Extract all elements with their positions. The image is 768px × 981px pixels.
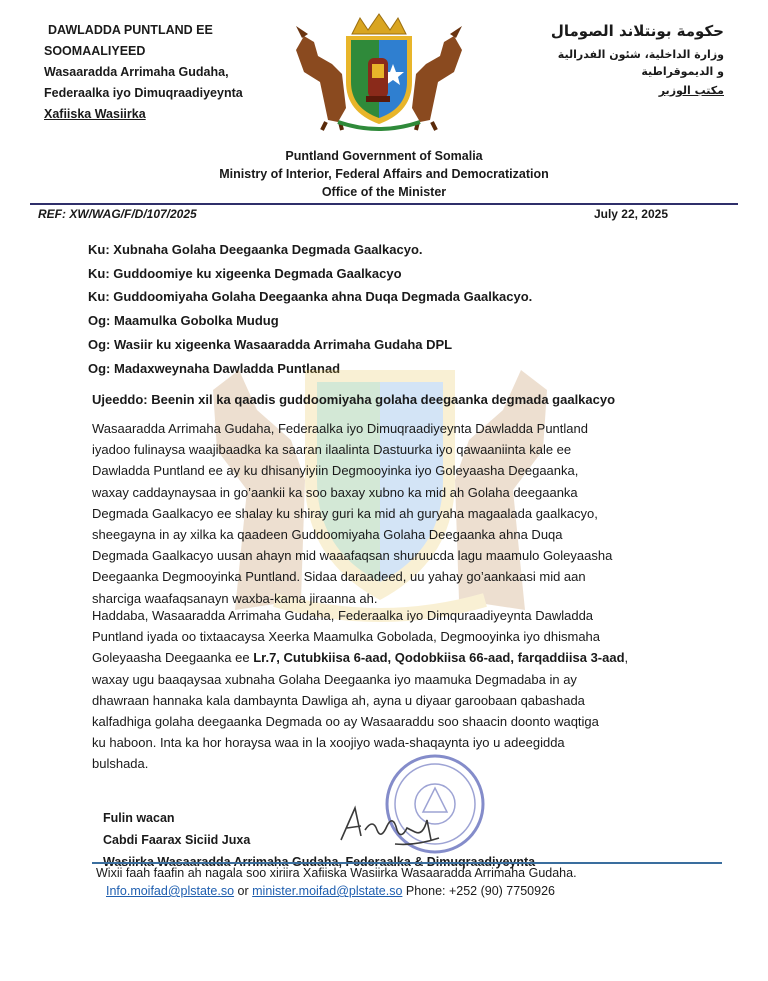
letterhead-line: SOOMAALIYEED bbox=[44, 44, 146, 58]
letterhead-arabic-office: مكتب الوزير bbox=[658, 84, 724, 97]
letterhead-arabic-line: و الديموقراطية bbox=[641, 65, 724, 78]
letterhead-english-ministry: Ministry of Interior, Federal Affairs and Democratization bbox=[219, 167, 549, 181]
signatory-title: Wasiirka Wasaaradda Arrimaha Gudaha, Federaalka & Dimuqraadiyeynta bbox=[103, 855, 536, 869]
addressee-item: Ku: Guddoomiyaha Golaha Deegaanka ahna Duqa Degmada Gaalkacyo. bbox=[88, 289, 533, 305]
addressee-item: Ku: Guddoomiye ku xigeenka Degmada Gaalkacyo bbox=[88, 265, 402, 281]
reference-number: REF: XW/WAG/F/D/107/2025 bbox=[38, 207, 197, 221]
signatory-name: Cabdi Faarax Siciid Juxa bbox=[103, 833, 251, 847]
letterhead-somali bbox=[44, 20, 243, 125]
letterhead-arabic-line: وزارة الداخلية، شئون الفدرالية bbox=[557, 48, 724, 61]
body-paragraph-1: Wasaaradda Arrimaha Gudaha, Federaalka iyo Dimuqraadiyeynta Dawladda Puntland iyadoo fulinaysa waajibaadka ka saaran ilaalinta Dastuurka iyo qawaaniinta kale ee Dawladda Puntland ee ay ku dhisanyiyiin Degmooyinka iyo Goleyaasha Deegaanka, waxay caddaynaysaa in go’aankii ka soo baxay xubno ka mid ah Golaha deegaanka Degmada Gaalkacyo ee shalay ku shiray guri ka mid ah guryaha magaalada gaalkacyo, sheegayna in ay xilka ka qaadeen Guddoomiyaha Golaha Deegaanka ahna Duqa Degmada Gaalkacyo uusan ahayn mid waaafaqsan shuruucda lagu maamulo Goleyaasha Deegaanka Degmooyinka Puntland. Sidaa daraadeed, uu yahay go’aankaasi mid aan sharciga waafaqsanayn waxba-kama jiraanna ah. bbox=[92, 421, 613, 606]
letterhead-arabic-title: حكومة بونتلاند الصومال bbox=[550, 22, 724, 40]
footer-contacts bbox=[106, 884, 555, 898]
letterhead-arabic bbox=[551, 22, 724, 99]
footer-contact-note: Wixii faah faafin ah nagala soo xiriira Xafiiska Wasiirka Wasaaradda Arrimaha Gudaha. bbox=[96, 866, 577, 880]
letterhead-office: Xafiiska Wasiirka bbox=[44, 107, 146, 121]
footer-phone: Phone: +252 (90) 7750926 bbox=[405, 884, 555, 898]
legal-citation: Lr.7, Cutubkiisa 6-aad, Qodobkiisa 66-aad, farqaddiisa 3-aad bbox=[253, 650, 625, 666]
letterhead-line: Wasaaradda Arrimaha Gudaha, bbox=[44, 65, 229, 79]
paragraph-2-text: , waxay ugu baaqaysaa xubnaha Golaha Deegaanka iyo maamuka Degmadaba in ay dhawraan hannaka kala dambaynta Dawliga ah, ayna u diyaar garoobaan qabashada kalfadhiga golaha deegaanka Degmada oo ay Wasaaraddu soo shaacin doonto waqtiga ku haboon. Inta ka hor horaysa waa in la xoojiyo wada-shaqaynta iyo u adeegidda bulshada. bbox=[92, 650, 629, 772]
addressee-item: Og: Maamulka Gobolka Mudug bbox=[88, 313, 279, 329]
closing-greeting: Fulin wacan bbox=[103, 811, 175, 825]
subject-line: Ujeeddo: Beenin xil ka qaadis guddoomiyaha golaha deegaanka degmada gaalkacyo bbox=[92, 392, 616, 407]
addressee-item: Og: Wasiir ku xigeenka Wasaaradda Arrimaha Gudaha DPL bbox=[88, 336, 453, 352]
email-link-minister[interactable]: minister.moifad@plstate.so bbox=[252, 884, 403, 898]
right-horse-icon bbox=[412, 26, 462, 130]
left-horse-icon bbox=[296, 26, 346, 130]
letterhead-line: Federaalka iyo Dimuqraadiyeynta bbox=[44, 86, 243, 100]
coat-of-arms-logo bbox=[268, 12, 490, 132]
crown-icon bbox=[352, 14, 406, 34]
email-link-info[interactable]: Info.moifad@plstate.so bbox=[106, 884, 235, 898]
incense-burner-icon bbox=[366, 58, 390, 102]
body-paragraph-2 bbox=[92, 605, 672, 775]
footer-divider bbox=[92, 862, 722, 864]
paragraph-2-text: Haddaba, Wasaaradda Arrimaha Gudaha, Federaalka iyo Dimquraadiyeynta Dawladda Puntland iyada oo tixtaacaysa Xeerka Maamulka Gobolada, Degmooyinka iyo dhismaha Goleyaasha Deegaanka ee bbox=[92, 608, 601, 666]
letter-date: July 22, 2025 bbox=[593, 207, 668, 221]
addressee-item: Og: Madaxweynaha Dawladda Puntlanad bbox=[88, 360, 341, 376]
header-divider bbox=[30, 203, 738, 205]
footer-or: or bbox=[237, 884, 249, 898]
letterhead-english-office: Office of the Minister bbox=[321, 185, 447, 199]
addressee-item: Ku: Xubnaha Golaha Deegaanka Degmada Gaalkacyo. bbox=[88, 242, 423, 257]
letterhead-line: DAWLADDA PUNTLAND EE bbox=[48, 23, 213, 37]
letterhead-english-government: Puntland Government of Somalia bbox=[285, 149, 483, 163]
